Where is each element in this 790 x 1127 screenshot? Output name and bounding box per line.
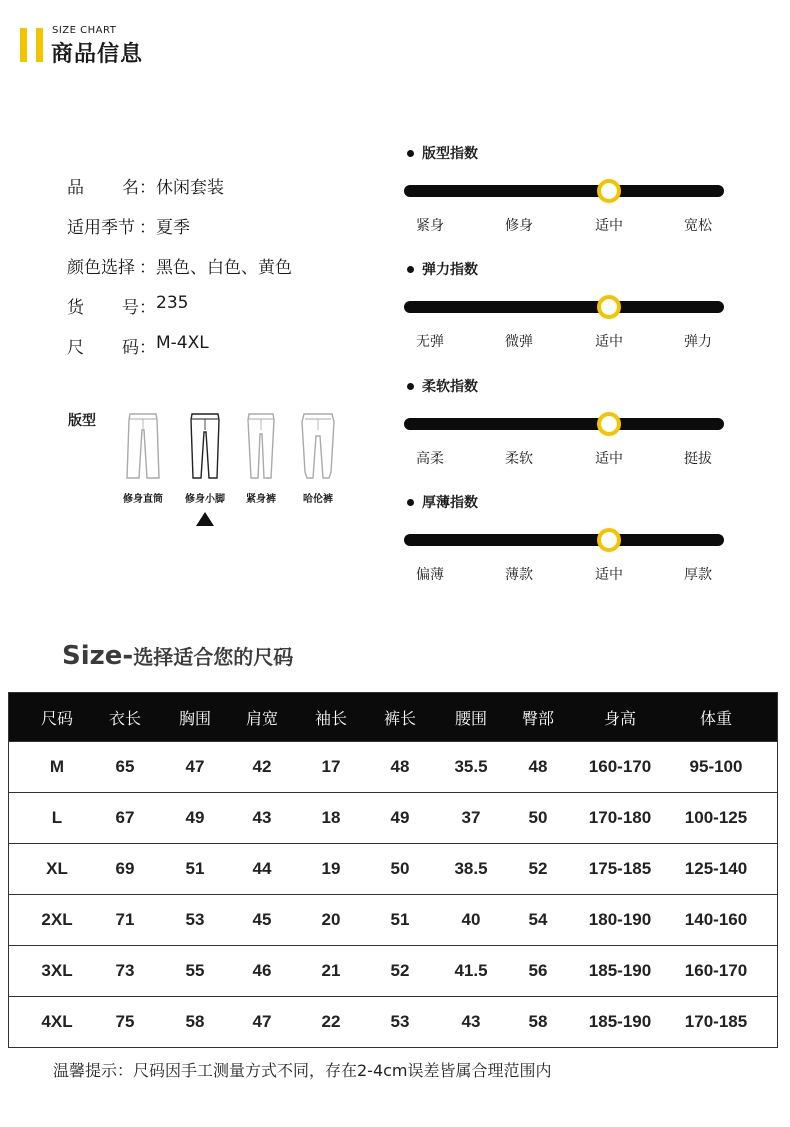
info-row <box>67 213 190 238</box>
table-cell: 50 <box>528 808 548 827</box>
table-cell: 71 <box>115 910 135 929</box>
table-cell: 52 <box>528 859 548 878</box>
index-title <box>407 143 478 163</box>
header-accent-bar <box>20 28 27 62</box>
fit-title: 版型 <box>68 413 96 429</box>
table-cell: 58 <box>185 1012 205 1031</box>
index-level-label: 适中 <box>595 218 623 234</box>
table-header-cell: 胸围 <box>178 708 211 728</box>
table-cell: 44 <box>252 859 272 878</box>
table-cell: 22 <box>321 1012 341 1031</box>
table-header-cell: 袖长 <box>314 708 347 728</box>
info-value: 235 <box>156 293 189 313</box>
index-level-label: 高柔 <box>416 451 444 467</box>
index-level-label: 适中 <box>595 567 623 583</box>
table-row <box>9 741 777 792</box>
table-cell: 48 <box>528 757 548 776</box>
info-label-char: 号 <box>122 298 139 318</box>
bullet-icon <box>407 383 414 390</box>
table-cell: 175-185 <box>588 859 652 878</box>
info-value: 黑色、白色、黄色 <box>156 258 292 278</box>
index-track <box>404 418 724 430</box>
table-row <box>9 792 777 843</box>
table-cell: 140-160 <box>684 910 748 929</box>
table-cell: 18 <box>321 808 341 827</box>
fit-style-label: 紧身裤 <box>246 494 276 505</box>
table-cell: 51 <box>390 910 410 929</box>
table-cell: 2XL <box>41 910 73 929</box>
table-cell: 180-190 <box>588 910 652 929</box>
table-cell: 95-100 <box>689 757 743 776</box>
index-track <box>404 185 724 197</box>
table-cell: 55 <box>185 961 205 980</box>
table-cell: 48 <box>390 757 410 776</box>
table-cell: 46 <box>252 961 272 980</box>
table-cell: 73 <box>115 961 135 980</box>
table-cell: 43 <box>252 808 272 827</box>
size-heading-zh: 选择适合您的尺码 <box>133 645 294 669</box>
index-title-text: 厚薄指数 <box>422 495 478 511</box>
index-level-label: 无弹 <box>416 334 444 350</box>
header-title: 商品信息 <box>51 42 144 67</box>
index-level-label: 宽松 <box>684 218 712 234</box>
table-cell: 58 <box>528 1012 548 1031</box>
index-title-text: 柔软指数 <box>422 379 478 395</box>
table-cell: 21 <box>321 961 341 980</box>
index-level-label: 适中 <box>595 334 623 350</box>
table-cell: 100-125 <box>684 808 748 827</box>
table-header-cell: 臀部 <box>521 708 554 728</box>
index-level-label: 微弹 <box>505 334 533 350</box>
info-label <box>67 293 139 318</box>
header-subtitle: SIZE CHART <box>52 25 117 36</box>
index-title <box>407 259 478 279</box>
size-table <box>8 692 778 1048</box>
index-title <box>407 492 478 512</box>
table-cell: 52 <box>390 961 410 980</box>
table-header-cell: 腰围 <box>454 708 487 728</box>
index-title <box>407 376 478 396</box>
table-cell: 4XL <box>41 1012 73 1031</box>
info-label <box>67 213 139 238</box>
index-track <box>404 534 724 546</box>
index-level-label: 弹力 <box>684 334 712 350</box>
table-header-cell: 裤长 <box>383 708 416 728</box>
table-cell: 65 <box>115 757 135 776</box>
table-cell: XL <box>46 859 68 878</box>
table-header-cell: 身高 <box>603 708 636 728</box>
index-level-label: 柔软 <box>505 451 533 467</box>
pants-icon <box>182 410 228 482</box>
table-cell: 49 <box>185 808 205 827</box>
pants-icon <box>238 410 284 482</box>
index-track <box>404 301 724 313</box>
table-cell: 3XL <box>41 961 73 980</box>
info-value: M-4XL <box>156 333 209 353</box>
info-row <box>67 293 188 318</box>
bullet-icon <box>407 150 414 157</box>
table-cell: 35.5 <box>454 757 488 776</box>
index-title-text: 弹力指数 <box>422 262 478 278</box>
table-cell: 185-190 <box>588 961 652 980</box>
index-level-label: 薄款 <box>505 567 533 583</box>
index-level-label: 挺拔 <box>684 451 712 467</box>
index-level-label: 偏薄 <box>416 567 444 583</box>
table-cell: 160-170 <box>684 961 748 980</box>
index-knob <box>597 295 621 319</box>
index-knob <box>597 412 621 436</box>
table-cell: 43 <box>461 1012 481 1031</box>
info-label-char: 名 <box>122 178 139 198</box>
table-cell: 38.5 <box>454 859 488 878</box>
table-row <box>9 996 777 1047</box>
table-cell: 56 <box>528 961 548 980</box>
table-cell: 49 <box>390 808 410 827</box>
table-cell: 40 <box>461 910 481 929</box>
table-cell: 47 <box>252 1012 272 1031</box>
table-cell: 19 <box>321 859 341 878</box>
index-knob <box>597 528 621 552</box>
info-colon: ： <box>139 298 156 318</box>
fit-style-label: 修身小脚 <box>185 494 225 505</box>
info-row <box>67 253 292 278</box>
index-title-text: 版型指数 <box>422 146 478 162</box>
table-cell: 53 <box>390 1012 410 1031</box>
table-cell: 45 <box>252 910 272 929</box>
info-colon: ： <box>139 338 156 358</box>
table-cell: M <box>49 757 65 776</box>
table-cell: 160-170 <box>588 757 652 776</box>
info-label <box>67 333 139 358</box>
info-row <box>67 173 224 198</box>
table-cell: 20 <box>321 910 341 929</box>
table-header-cell: 尺码 <box>40 708 73 728</box>
fit-style-label: 哈伦裤 <box>303 494 333 505</box>
pants-icon <box>120 410 166 482</box>
info-label <box>67 253 139 278</box>
index-level-label: 修身 <box>505 218 533 234</box>
table-cell: 53 <box>185 910 205 929</box>
table-header-row <box>9 693 777 741</box>
size-heading-en: Size- <box>62 641 134 671</box>
info-colon: ： <box>139 218 156 238</box>
table-row <box>9 843 777 894</box>
index-level-label: 厚款 <box>684 567 712 583</box>
table-cell: 170-185 <box>684 1012 748 1031</box>
info-label-char: 码 <box>122 338 139 358</box>
info-row <box>67 333 209 358</box>
info-label <box>67 173 139 198</box>
table-cell: 41.5 <box>454 961 488 980</box>
info-label-char: 尺 <box>67 338 84 358</box>
table-cell: 17 <box>321 757 341 776</box>
selected-fit-marker <box>196 512 214 526</box>
table-header-cell: 衣长 <box>108 708 141 728</box>
table-row <box>9 894 777 945</box>
table-cell: 50 <box>390 859 410 878</box>
table-cell: 42 <box>252 757 272 776</box>
table-cell: 54 <box>528 910 548 929</box>
table-cell: 51 <box>185 859 205 878</box>
info-colon: ： <box>139 258 156 278</box>
info-label-char: 货 <box>67 298 84 318</box>
info-label-char: 品 <box>67 178 84 198</box>
table-cell: 67 <box>115 808 135 827</box>
bullet-icon <box>407 499 414 506</box>
info-label-char: 颜色选择 <box>67 258 135 278</box>
header-accent-bar <box>36 28 43 62</box>
table-header-cell: 体重 <box>699 708 732 728</box>
info-colon: ： <box>139 178 156 198</box>
pants-icon <box>295 410 341 482</box>
info-label-char: 适用季节 <box>67 218 135 238</box>
table-cell: L <box>51 808 63 827</box>
fit-style-label: 修身直筒 <box>123 494 163 505</box>
size-heading <box>62 641 293 671</box>
table-cell: 125-140 <box>684 859 748 878</box>
info-value: 休闲套装 <box>156 178 224 198</box>
info-value: 夏季 <box>156 218 190 238</box>
table-cell: 185-190 <box>588 1012 652 1031</box>
table-cell: 37 <box>461 808 481 827</box>
table-cell: 170-180 <box>588 808 652 827</box>
table-header-cell: 肩宽 <box>245 708 278 728</box>
index-level-label: 紧身 <box>416 218 444 234</box>
index-level-label: 适中 <box>595 451 623 467</box>
table-row <box>9 945 777 996</box>
footer-note: 温馨提示：尺码因手工测量方式不同，存在2-4cm误差皆属合理范围内 <box>53 1061 552 1080</box>
table-cell: 47 <box>185 757 205 776</box>
index-knob <box>597 179 621 203</box>
bullet-icon <box>407 266 414 273</box>
table-cell: 69 <box>115 859 135 878</box>
table-cell: 75 <box>115 1012 135 1031</box>
